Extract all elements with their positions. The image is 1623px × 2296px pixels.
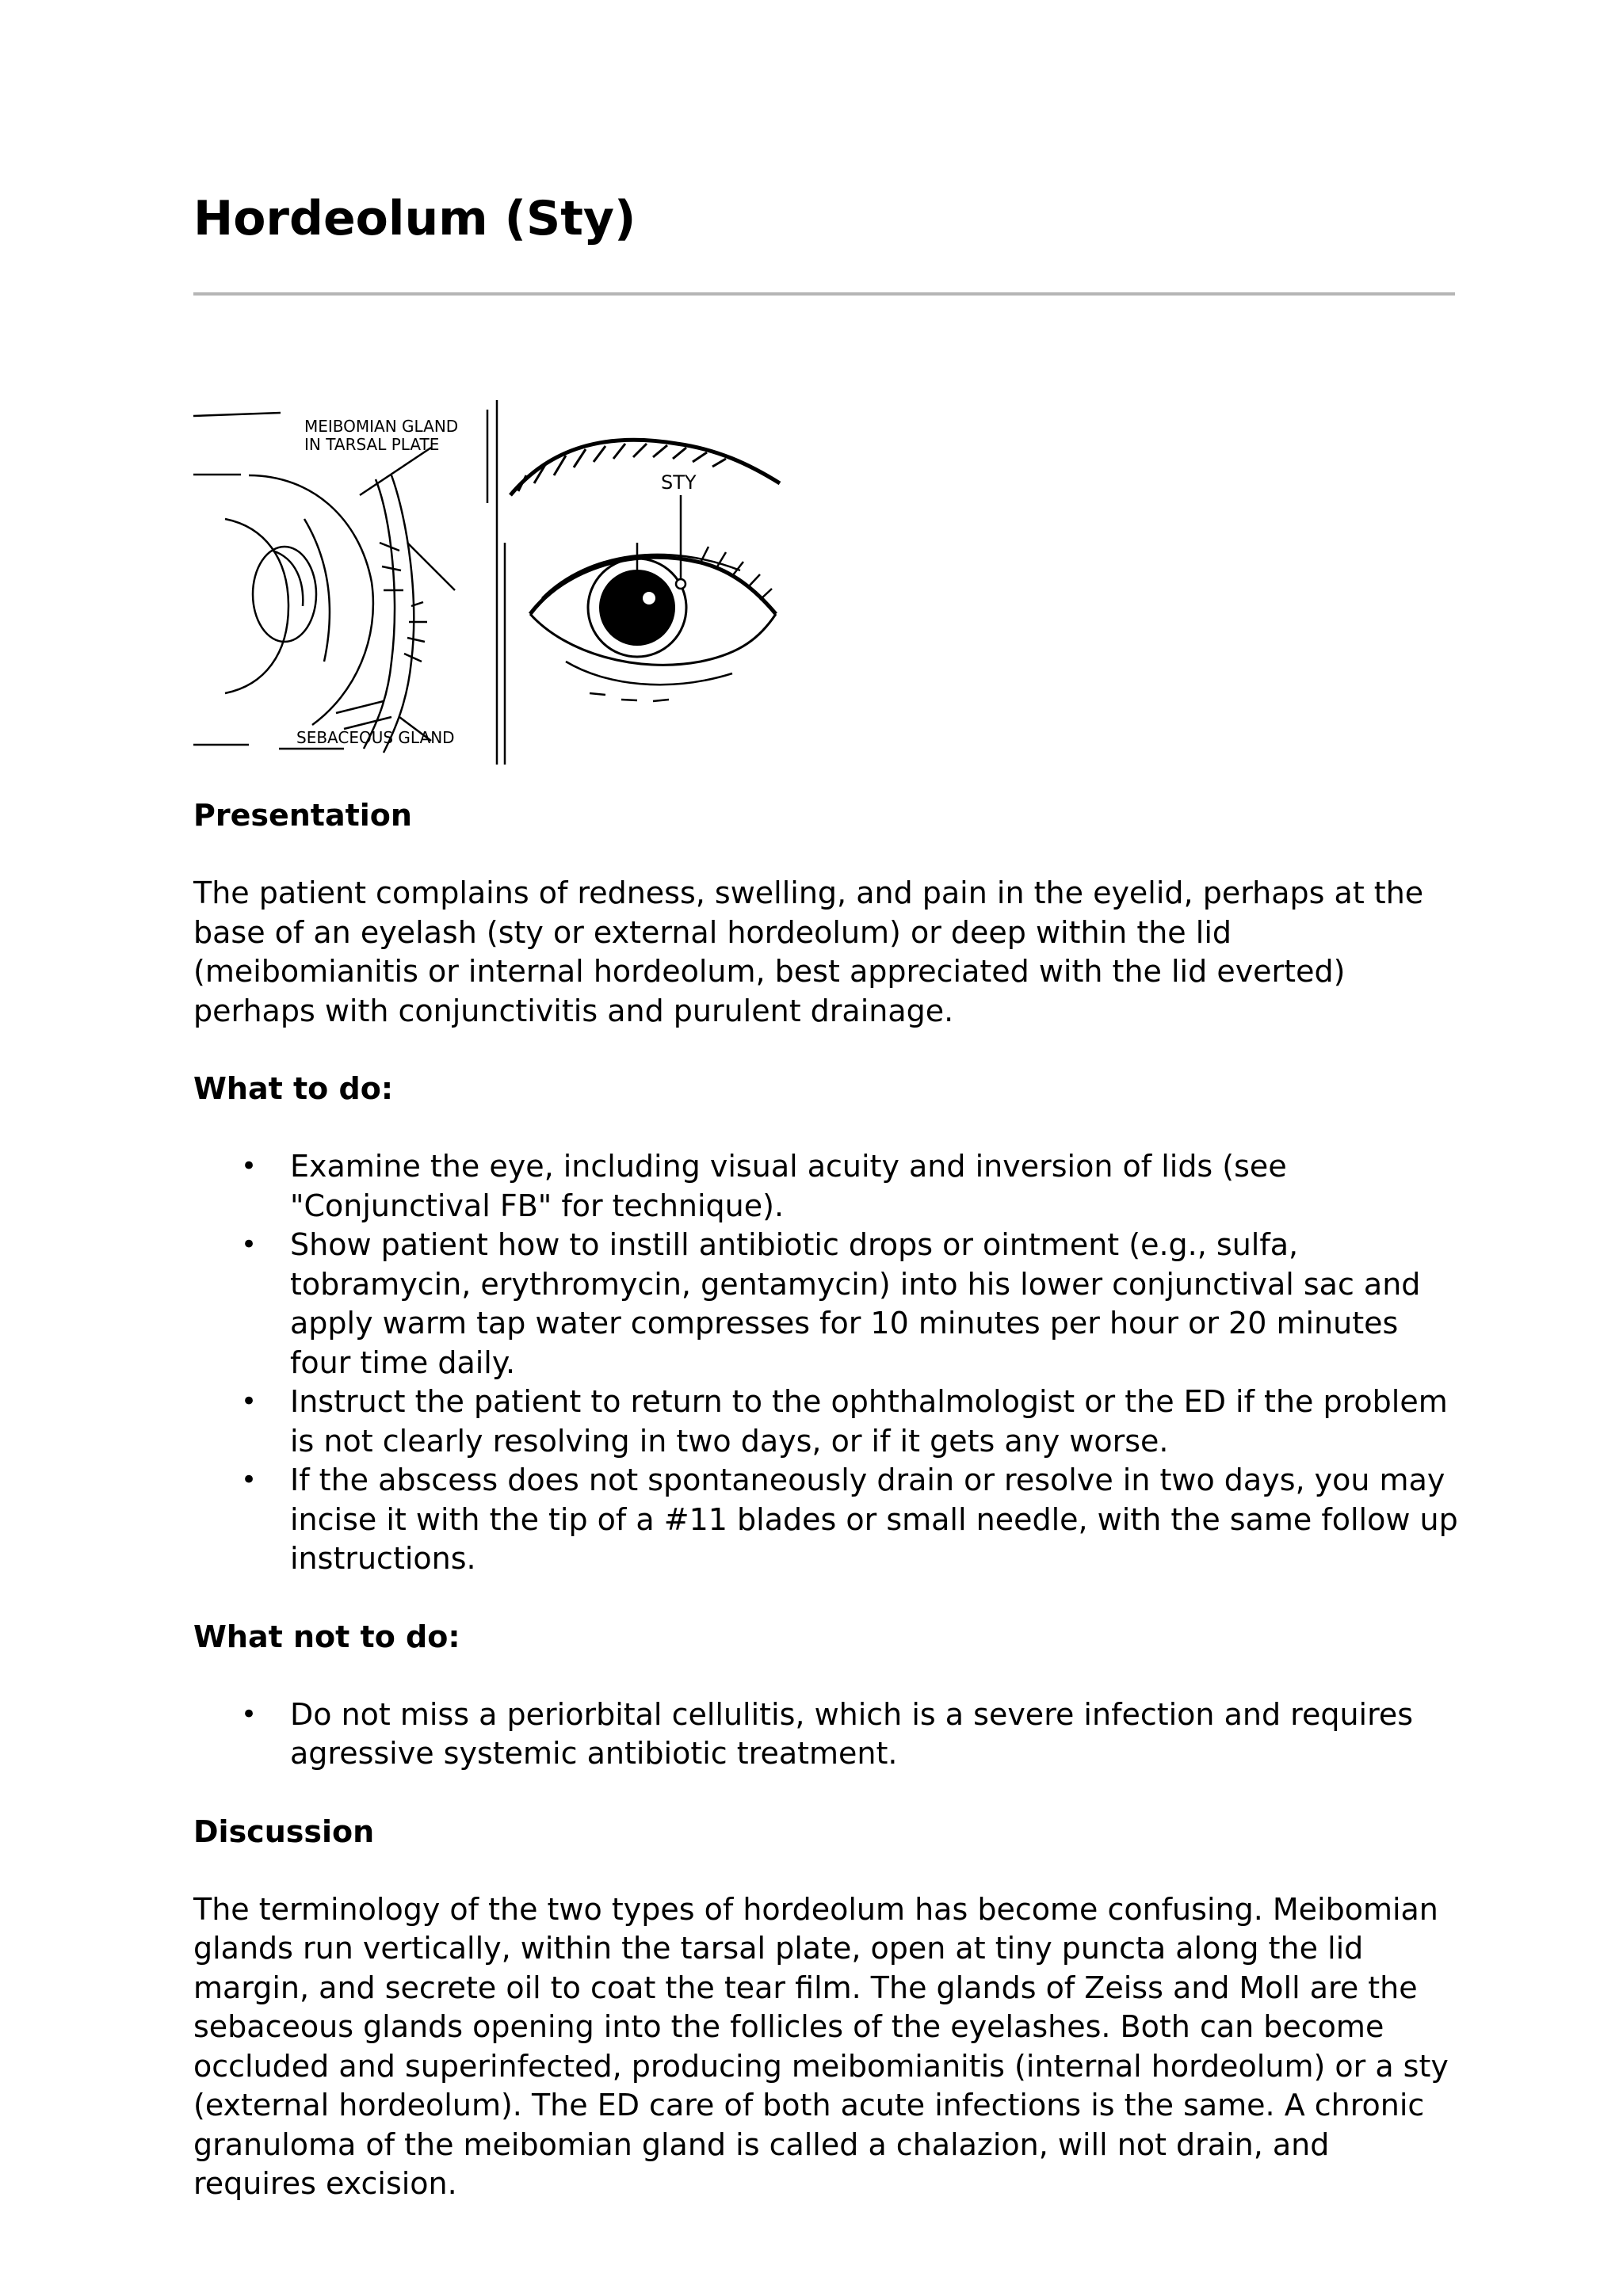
heading-what-to-do: What to do: — [193, 1071, 394, 1106]
list-item: • Instruct the patient to return to the ophthalmologist or the ED if the problem is not clearly resolving in two days, or if it gets any worse. — [290, 1383, 1461, 1461]
presentation-text: The patient complains of redness, swelling, and pain in the eyelid, perhaps at the base of an eyelash (sty or external hordeolum) or deep within the lid (meibomianitis or internal hordeolum, best appreciated with the lid everted) perhaps with conjunctivitis and purulent drainage. — [193, 875, 1424, 1028]
heading-discussion: Discussion — [193, 1814, 375, 1849]
heading-what-not-to-do: What not to do: — [193, 1619, 460, 1654]
what-to-do-list — [193, 1147, 1461, 1579]
list-item: • Show patient how to instill antibiotic drops or ointment (e.g., sulfa, tobramycin, erythromycin, gentamycin) into his lower conjunctival sac and apply warm tap water compresses for 10 minutes per hour or 20 minutes four time daily. — [290, 1226, 1461, 1383]
label-tarsal-plate: IN TARSAL PLATE — [304, 435, 440, 454]
list-item: • Do not miss a periorbital cellulitis, which is a severe infection and requires agressive systemic antibiotic treatment. — [290, 1695, 1461, 1774]
list-item: • Examine the eye, including visual acuity and inversion of lids (see "Conjunctival FB" for technique). — [290, 1147, 1461, 1226]
page-title: Hordeolum (Sty) — [193, 191, 636, 246]
title-divider — [193, 292, 1455, 296]
article-body — [193, 796, 1461, 2204]
eyelid-anatomy-illustration — [193, 400, 796, 765]
label-meibomian-gland: MEIBOMIAN GLAND — [304, 417, 459, 436]
discussion-text: The terminology of the two types of hordeolum has become confusing. Meibomian glands run vertically, within the tarsal plate, open at tiny puncta along the lid margin, and secrete oil to coat the tear film. The glands of Zeiss and Moll are the sebaceous glands opening into the follicles of the eyelashes. Both can become occluded and superinfected, producing meibomianitis (internal hordeolum) or a sty (external hordeolum). The ED care of both acute infections is the same. A chronic granuloma of the meibomian gland is called a chalazion, will not drain, and requires excision. — [193, 1891, 1449, 2201]
heading-presentation: Presentation — [193, 798, 412, 833]
label-sty: STY — [661, 471, 697, 494]
what-not-to-do-list — [193, 1695, 1461, 1774]
list-item: • If the abscess does not spontaneously drain or resolve in two days, you may incise it with the tip of a #11 blades or small needle, with the same follow up instructions. — [290, 1461, 1461, 1579]
label-sebaceous-gland: SEBACEOUS GLAND — [296, 728, 455, 747]
